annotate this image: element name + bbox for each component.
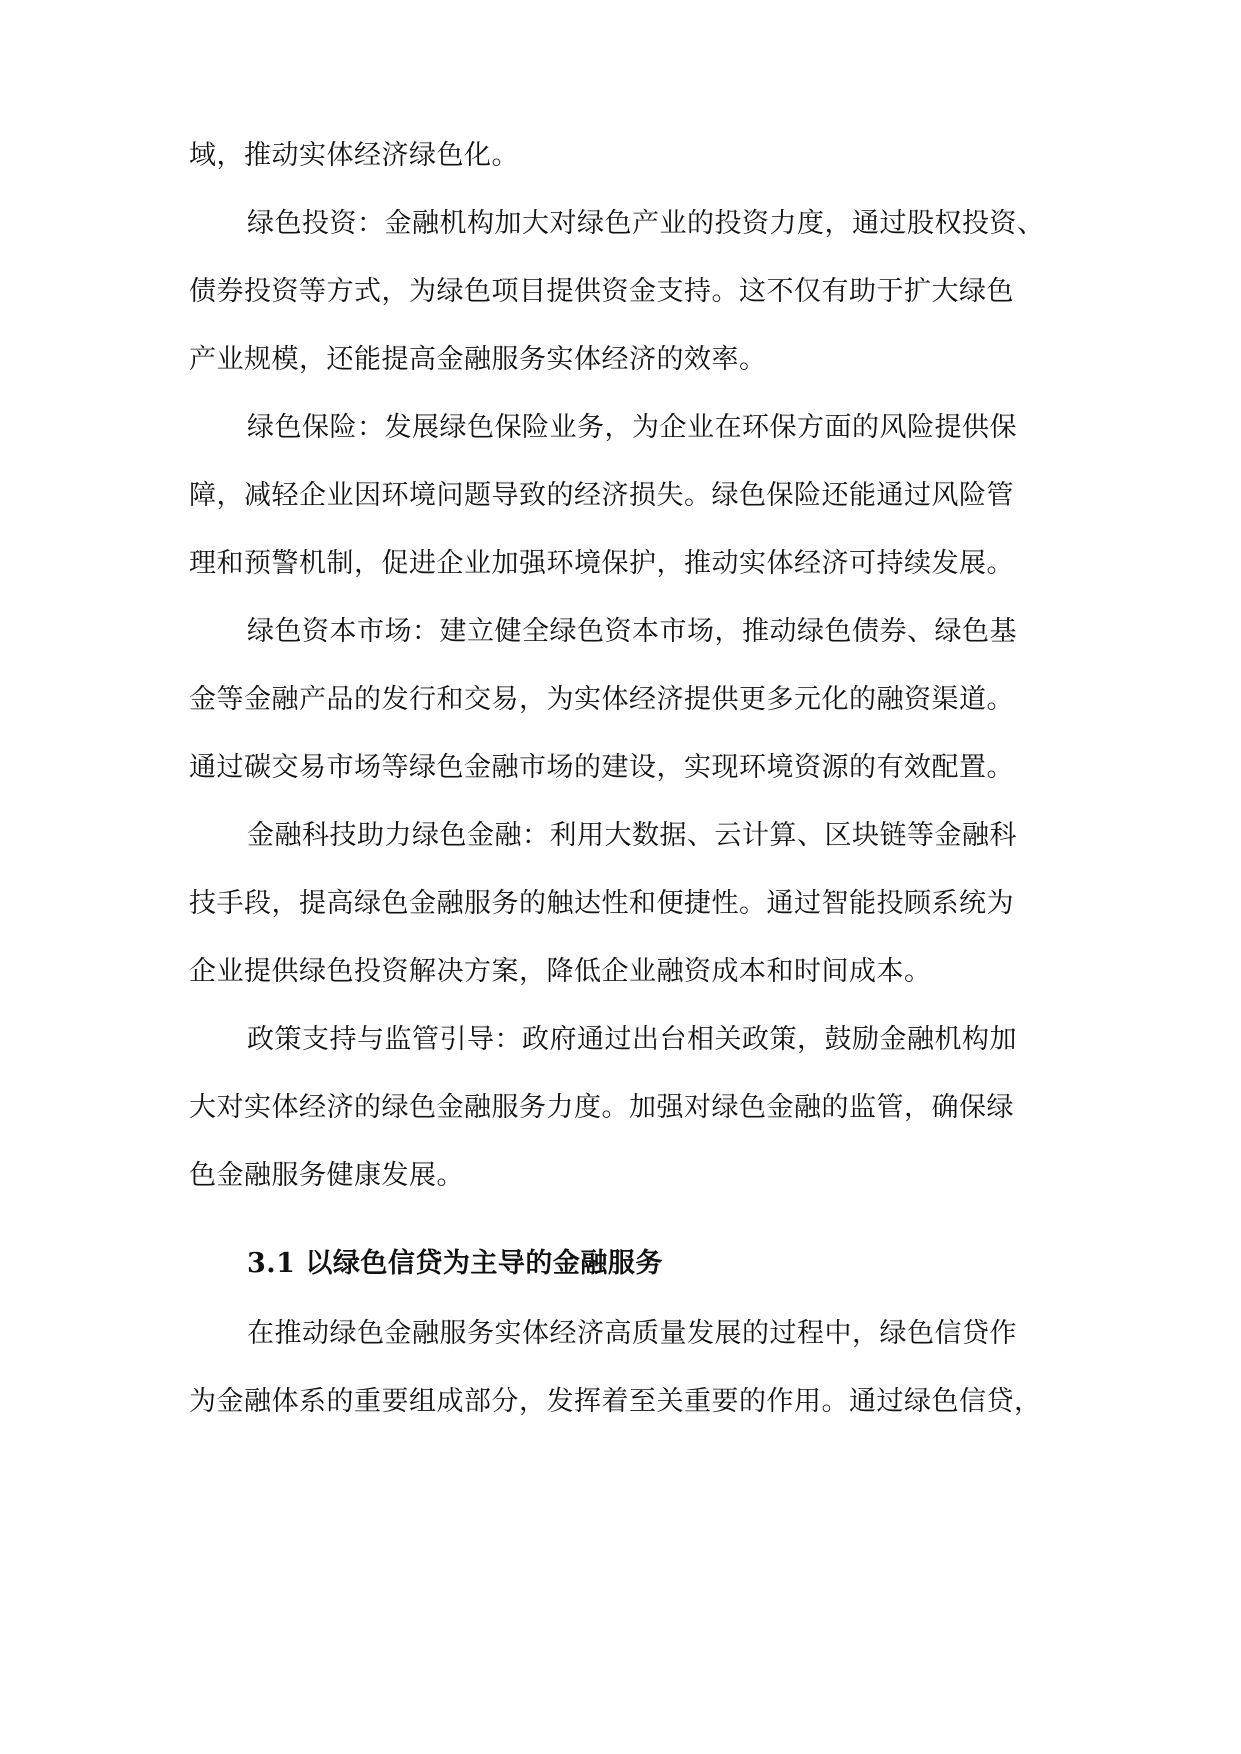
paragraph-line: 金等金融产品的发行和交易，为实体经济提供更多元化的融资渠道。: [189, 684, 1014, 715]
paragraph-line: 为金融体系的重要组成部分，发挥着至关重要的作用。通过绿色信贷，: [189, 1386, 1042, 1417]
paragraph-line: 域，推动实体经济绿色化。: [189, 140, 519, 171]
paragraph-line: 绿色投资：金融机构加大对绿色产业的投资力度，通过股权投资、: [247, 208, 1045, 239]
paragraph-line: 技手段，提高绿色金融服务的触达性和便捷性。通过智能投顾系统为: [189, 888, 1014, 919]
paragraph-line: 绿色保险：发展绿色保险业务，为企业在环保方面的风险提供保: [247, 412, 1017, 443]
paragraph-line: 债券投资等方式，为绿色项目提供资金支持。这不仅有助于扩大绿色: [189, 276, 1014, 307]
paragraph-line: 通过碳交易市场等绿色金融市场的建设，实现环境资源的有效配置。: [189, 752, 1014, 783]
paragraph-line: 产业规模，还能提高金融服务实体经济的效率。: [189, 344, 767, 375]
paragraph-line: 金融科技助力绿色金融：利用大数据、云计算、区块链等金融科: [247, 820, 1017, 851]
paragraph-line: 政策支持与监管引导：政府通过出台相关政策，鼓励金融机构加: [247, 1024, 1017, 1055]
paragraph-line: 绿色资本市场：建立健全绿色资本市场，推动绿色债券、绿色基: [247, 616, 1017, 647]
paragraph-line: 大对实体经济的绿色金融服务力度。加强对绿色金融的监管，确保绿: [189, 1092, 1014, 1123]
section-heading: 3.1 以绿色信贷为主导的金融服务: [247, 1248, 663, 1279]
paragraph-line: 障，减轻企业因环境问题导致的经济损失。绿色保险还能通过风险管: [189, 480, 1014, 511]
paragraph-line: 理和预警机制，促进企业加强环境保护，推动实体经济可持续发展。: [189, 548, 1014, 579]
paragraph-line: 色金融服务健康发展。: [189, 1160, 464, 1191]
paragraph-line: 在推动绿色金融服务实体经济高质量发展的过程中，绿色信贷作: [247, 1318, 1017, 1349]
paragraph-line: 企业提供绿色投资解决方案，降低企业融资成本和时间成本。: [189, 956, 932, 987]
